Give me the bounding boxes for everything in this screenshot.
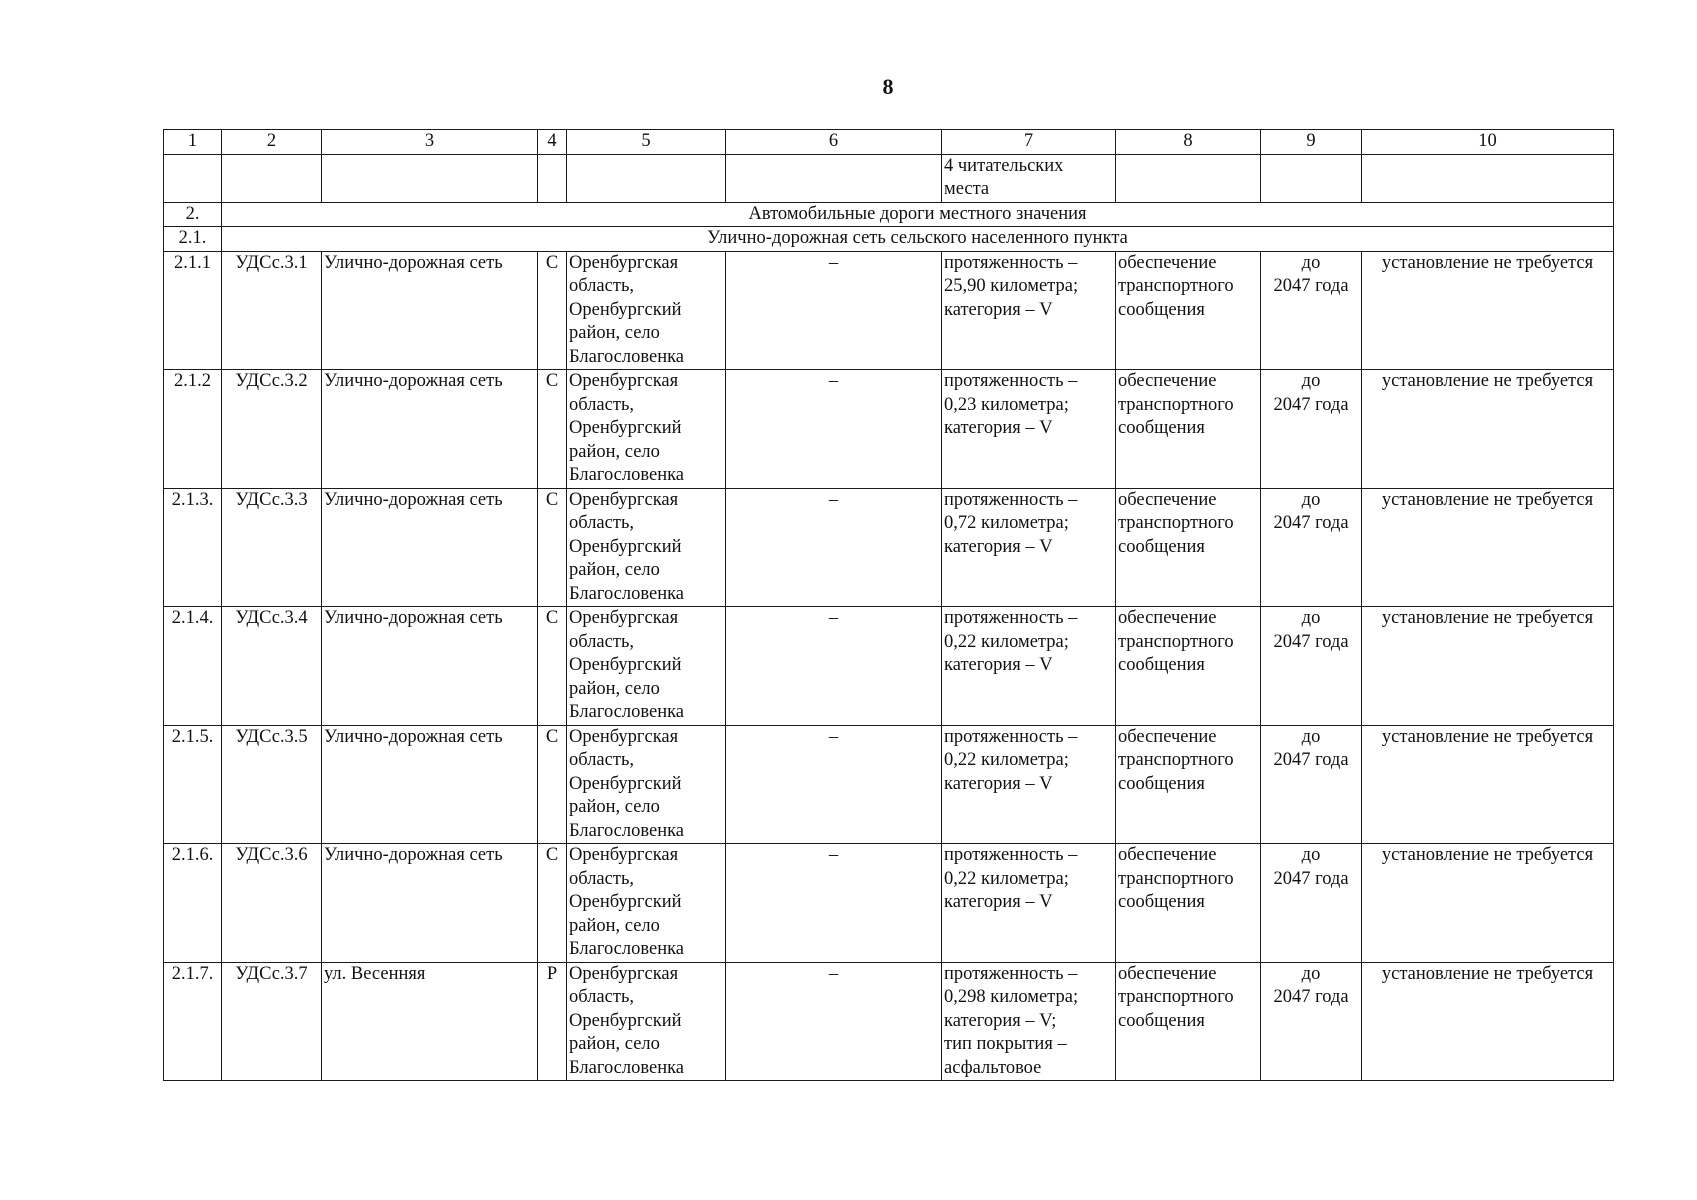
object-status: С — [538, 488, 567, 607]
object-name: Улично-дорожная сеть — [322, 844, 538, 963]
object-term: до 2047 года — [1261, 962, 1362, 1081]
object-characteristics: протяженность – 0,22 километра; категория – V — [942, 607, 1116, 726]
col6-value: – — [726, 488, 942, 607]
object-characteristics: протяженность – 0,72 километра; категория – V — [942, 488, 1116, 607]
table-row — [164, 725, 1614, 844]
table-row — [164, 607, 1614, 726]
object-location: Оренбургская область, Оренбургский район, село Благословенка — [567, 962, 726, 1081]
cell-empty — [1261, 154, 1362, 202]
object-location: Оренбургская область, Оренбургский район, село Благословенка — [567, 607, 726, 726]
object-zone: установление не требуется — [1362, 844, 1614, 963]
object-status: С — [538, 607, 567, 726]
object-location: Оренбургская область, Оренбургский район, село Благословенка — [567, 725, 726, 844]
column-number: 4 — [538, 130, 567, 155]
object-zone: установление не требуется — [1362, 370, 1614, 489]
cell-empty — [222, 154, 322, 202]
object-zone: установление не требуется — [1362, 251, 1614, 370]
cell-empty — [1362, 154, 1614, 202]
col6-value: – — [726, 370, 942, 489]
object-status: С — [538, 844, 567, 963]
object-purpose: обеспечение транспортного сообщения — [1116, 844, 1261, 963]
object-zone: установление не требуется — [1362, 488, 1614, 607]
table-row — [164, 488, 1614, 607]
col6-value: – — [726, 607, 942, 726]
section-title: Улично-дорожная сеть сельского населенного пункта — [222, 227, 1614, 252]
object-term: до 2047 года — [1261, 370, 1362, 489]
object-name: Улично-дорожная сеть — [322, 725, 538, 844]
object-purpose: обеспечение транспортного сообщения — [1116, 607, 1261, 726]
section-number: 2.1. — [164, 227, 222, 252]
col6-value: – — [726, 962, 942, 1081]
object-characteristics: протяженность – 0,298 километра; категория – V; тип покрытия – асфальтовое — [942, 962, 1116, 1081]
column-number: 10 — [1362, 130, 1614, 155]
column-number: 9 — [1261, 130, 1362, 155]
object-status: С — [538, 251, 567, 370]
object-code: УДСс.3.5 — [222, 725, 322, 844]
row-number: 2.1.3. — [164, 488, 222, 607]
object-code: УДСс.3.6 — [222, 844, 322, 963]
section-number: 2. — [164, 202, 222, 227]
table-row — [164, 962, 1614, 1081]
table-row — [164, 251, 1614, 370]
continuation-row — [164, 154, 1614, 202]
row-number: 2.1.4. — [164, 607, 222, 726]
table-row — [164, 370, 1614, 489]
object-zone: установление не требуется — [1362, 962, 1614, 1081]
column-number: 8 — [1116, 130, 1261, 155]
row-number: 2.1.7. — [164, 962, 222, 1081]
object-characteristics: протяженность – 0,22 километра; категория – V — [942, 844, 1116, 963]
page-number: 8 — [882, 74, 894, 99]
object-code: УДСс.3.4 — [222, 607, 322, 726]
object-characteristics: протяженность – 0,22 километра; категория – V — [942, 725, 1116, 844]
object-term: до 2047 года — [1261, 725, 1362, 844]
object-location: Оренбургская область, Оренбургский район, село Благословенка — [567, 488, 726, 607]
col6-value: – — [726, 844, 942, 963]
column-number: 7 — [942, 130, 1116, 155]
object-name: Улично-дорожная сеть — [322, 607, 538, 726]
object-location: Оренбургская область, Оренбургский район, село Благословенка — [567, 370, 726, 489]
object-status: Р — [538, 962, 567, 1081]
object-code: УДСс.3.1 — [222, 251, 322, 370]
object-location: Оренбургская область, Оренбургский район, село Благословенка — [567, 844, 726, 963]
object-characteristics: протяженность – 0,23 километра; категория – V — [942, 370, 1116, 489]
col6-value: – — [726, 725, 942, 844]
row-number: 2.1.1 — [164, 251, 222, 370]
object-name: Улично-дорожная сеть — [322, 488, 538, 607]
object-location: Оренбургская область, Оренбургский район, село Благословенка — [567, 251, 726, 370]
cell-empty — [726, 154, 942, 202]
cell-empty — [538, 154, 567, 202]
column-number: 5 — [567, 130, 726, 155]
cell-empty — [322, 154, 538, 202]
object-characteristics: протяженность – 25,90 километра; категория – V — [942, 251, 1116, 370]
row-number: 2.1.5. — [164, 725, 222, 844]
col6-value: – — [726, 251, 942, 370]
table-row — [164, 844, 1614, 963]
object-term: до 2047 года — [1261, 488, 1362, 607]
object-zone: установление не требуется — [1362, 725, 1614, 844]
object-code: УДСс.3.3 — [222, 488, 322, 607]
object-status: С — [538, 370, 567, 489]
cell-empty — [1116, 154, 1261, 202]
column-number: 6 — [726, 130, 942, 155]
object-status: С — [538, 725, 567, 844]
cell-empty — [164, 154, 222, 202]
object-code: УДСс.3.7 — [222, 962, 322, 1081]
column-numbers-row — [164, 130, 1614, 155]
section-row — [164, 202, 1614, 227]
row-number: 2.1.6. — [164, 844, 222, 963]
object-term: до 2047 года — [1261, 607, 1362, 726]
object-zone: установление не требуется — [1362, 607, 1614, 726]
cell-empty — [567, 154, 726, 202]
object-name: Улично-дорожная сеть — [322, 251, 538, 370]
object-purpose: обеспечение транспортного сообщения — [1116, 962, 1261, 1081]
row-number: 2.1.2 — [164, 370, 222, 489]
object-purpose: обеспечение транспортного сообщения — [1116, 251, 1261, 370]
object-term: до 2047 года — [1261, 844, 1362, 963]
object-code: УДСс.3.2 — [222, 370, 322, 489]
object-purpose: обеспечение транспортного сообщения — [1116, 370, 1261, 489]
object-purpose: обеспечение транспортного сообщения — [1116, 488, 1261, 607]
object-purpose: обеспечение транспортного сообщения — [1116, 725, 1261, 844]
column-number: 2 — [222, 130, 322, 155]
column-number: 1 — [164, 130, 222, 155]
object-name: ул. Весенняя — [322, 962, 538, 1081]
section-title: Автомобильные дороги местного значения — [222, 202, 1614, 227]
column-number: 3 — [322, 130, 538, 155]
object-name: Улично-дорожная сеть — [322, 370, 538, 489]
object-term: до 2047 года — [1261, 251, 1362, 370]
continuation-characteristics: 4 читательских места — [942, 154, 1116, 202]
section-row — [164, 227, 1614, 252]
objects-table — [163, 129, 1614, 1081]
